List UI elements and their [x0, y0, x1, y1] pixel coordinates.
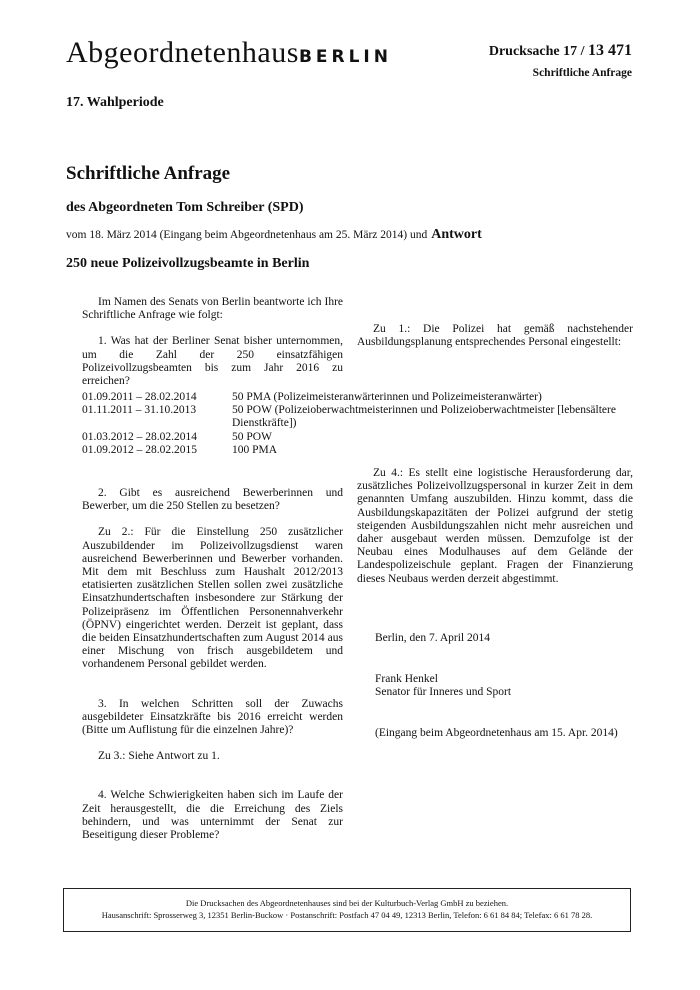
training-description: 50 POW [232, 430, 272, 443]
training-period: 01.11.2011 – 31.10.2013 [82, 404, 197, 417]
signer-role: Senator für Inneres und Sport [375, 686, 512, 699]
signer-name: Frank Henkel [375, 673, 438, 685]
footer-line-2: Hausanschrift: Sprosserweg 3, 12351 Berlin-Buckow · Postanschrift: Postfach 47 04 49, 12313 Berlin, Telefon: 6 61 84 84; Telefax: 6 61 78 28. [101, 910, 593, 920]
subject-heading: 250 neue Polizeivollzugsbeamte in Berlin [66, 256, 310, 271]
table-row [82, 404, 642, 430]
dates-line [66, 227, 482, 243]
intro-paragraph: Im Namen des Senats von Berlin beantworte ich Ihre Schriftliche Anfrage wie folgt: [82, 296, 343, 322]
document-number [489, 42, 632, 60]
right-column-bottom [357, 467, 633, 586]
question-4: 4. Welche Schwierigkeiten haben sich im Laufe der Zeit herausgestellt, die die Erreichung des Ziels behindern, und was unternimmt der Senat zur Beseitigung dieser Probleme? [82, 789, 343, 842]
institution-name: Abgeordnetenhaus [66, 36, 299, 69]
question-3: 3. In welchen Schritten soll der Zuwachs ausgebildeter Einsatzkräfte bis 2016 erreicht werden (Bitte um Auflistung für die einzelnen Jahre)? [82, 697, 343, 737]
document-label: Drucksache 17 / [488, 44, 585, 59]
page-title: Schriftliche Anfrage [66, 163, 231, 184]
answer-4: Zu 4.: Es stellt eine logistische Herausforderung dar, zusätzliches Polizeivollzugspersonal in kurzer Zeit in dem genannten Umfang auszubilden. Hinzu kommt, dass die Ausbildungskapazitäten der Polizei aufgrund der stetig steigenden Ausbildungszahlen nicht mehr ausreichen und daher ausgebaut werden müssen. Demzufolge ist der Neubau eines Modulhauses auf dem Gelände der Landespolizeischule geplant. Fragen der Finanzierung dieses Neubaus werden derzeit abgestimmt. [357, 467, 633, 585]
training-table [82, 391, 642, 457]
training-description: 100 PMA [232, 443, 278, 456]
left-column-bottom [82, 487, 343, 842]
training-description: 50 POW (Polizeioberwachtmeisterinnen und Polizeioberwachtmeister [lebensältere Dienstkräfte]) [232, 404, 616, 430]
question-1: 1. Was hat der Berliner Senat bisher unternommen, um die Zahl der 250 einsatzfähigen Polizeivollzugsbeamten bis zum Jahr 2016 zu erreichen? [82, 335, 343, 388]
table-row [82, 391, 642, 404]
training-period: 01.03.2012 – 28.02.2014 [82, 430, 197, 443]
training-period: 01.09.2011 – 28.02.2014 [82, 391, 197, 403]
right-column-top [357, 323, 633, 349]
dates-text: vom 18. März 2014 (Eingang beim Abgeordnetenhaus am 25. März 2014) und [66, 229, 428, 241]
signature-block [375, 673, 511, 699]
footer-box [63, 888, 631, 932]
received-note: (Eingang beim Abgeordnetenhaus am 15. Apr. 2014) [375, 727, 618, 739]
legislative-period: 17. Wahlperiode [66, 95, 164, 110]
document-type: Schriftliche Anfrage [532, 67, 632, 79]
answer-label: Antwort [431, 227, 482, 242]
table-row [82, 444, 642, 457]
signature-place-date: Berlin, den 7. April 2014 [375, 632, 490, 644]
answer-2: Zu 2.: Für die Einstellung 250 zusätzlicher Auszubildender im Polizeivollzugsdienst waren ausreichend Bewerberinnen und Bewerber vorhanden. Mit dem mit Beschluss zum Haushalt 2012/2013 etatisierten zusätzlichen Stellen sollen zwei zusätzliche Einsatzhundertschaften insbesondere zur Stärkung der Polizeipräsenz im Öffentlichen Personennahverkehr (ÖPNV) eingerichtet werden. Derzeit ist geplant, dass die beiden Einsatzhundertschaften zum August 2014 aus einer Mischung von frisch ausgebildetem und vorhandenem Personal gebildet werden. [82, 526, 343, 671]
deputy-line: des Abgeordneten Tom Schreiber (SPD) [66, 200, 304, 215]
training-description: 50 PMA (Polizeimeisteranwärterinnen und Polizeimeisteranwärter) [232, 391, 542, 403]
answer-3: Zu 3.: Siehe Antwort zu 1. [98, 750, 220, 763]
document-number-value: 13 471 [588, 42, 632, 59]
answer-1: Zu 1.: Die Polizei hat gemäß nachstehender Ausbildungsplanung entsprechendes Personal eingestellt: [357, 323, 633, 349]
table-row [82, 431, 642, 444]
question-2: 2. Gibt es ausreichend Bewerberinnen und Bewerber, um die 250 Stellen zu besetzen? [82, 487, 343, 513]
institution-logo [66, 36, 392, 70]
left-column-top [82, 296, 343, 388]
institution-city: BERLIN [298, 47, 392, 67]
training-period: 01.09.2012 – 28.02.2015 [82, 443, 197, 456]
footer-line-1: Die Drucksachen des Abgeordnetenhauses sind bei der Kulturbuch-Verlag GmbH zu beziehen. [185, 898, 509, 908]
